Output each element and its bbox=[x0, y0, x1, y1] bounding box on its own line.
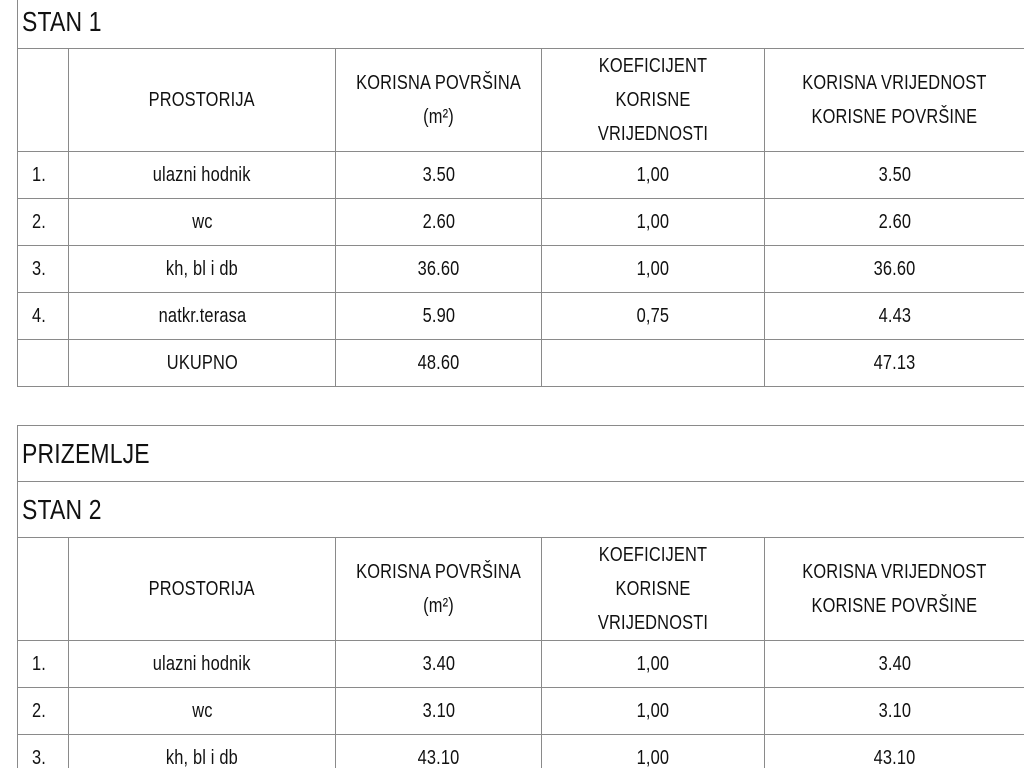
section-title-cell bbox=[18, 0, 1024, 49]
area-value: 3.40 bbox=[422, 652, 455, 675]
useful-value: 43.10 bbox=[873, 746, 916, 768]
useful-value: 3.50 bbox=[878, 163, 911, 186]
header-cell-area bbox=[336, 49, 542, 152]
area-cell bbox=[336, 293, 542, 340]
header-cell-number bbox=[18, 538, 69, 641]
row-number: 2. bbox=[32, 699, 47, 722]
area-value: 2.60 bbox=[422, 210, 455, 233]
header-cell-value bbox=[765, 538, 1024, 641]
section-title-cell bbox=[18, 482, 1024, 538]
stan-1-table bbox=[17, 0, 1024, 387]
value-cell bbox=[765, 199, 1024, 246]
header-room: PROSTORIJA bbox=[148, 89, 256, 111]
total-row bbox=[18, 340, 1024, 387]
room-name: kh, bl i db bbox=[165, 746, 239, 768]
room-name: ulazni hodnik bbox=[153, 163, 251, 186]
header-area: KORISNA POVRŠINA (m²) bbox=[356, 72, 521, 128]
area-cell bbox=[336, 688, 542, 735]
value-cell bbox=[765, 641, 1024, 688]
stan-2-table bbox=[17, 425, 1024, 768]
coefficient-cell bbox=[542, 641, 765, 688]
header-cell-coefficient bbox=[542, 538, 765, 641]
area-cell bbox=[336, 735, 542, 768]
row-number-cell bbox=[18, 199, 69, 246]
header-room: PROSTORIJA bbox=[148, 578, 256, 600]
area-value: 3.50 bbox=[422, 163, 455, 186]
header-cell-number bbox=[18, 49, 69, 152]
total-area: 48.60 bbox=[417, 351, 460, 374]
row-number-cell bbox=[18, 735, 69, 768]
floor-title-row bbox=[18, 426, 1024, 482]
area-value: 43.10 bbox=[417, 746, 460, 768]
value-cell bbox=[765, 735, 1024, 768]
area-cell bbox=[336, 199, 542, 246]
room-name: wc bbox=[191, 210, 213, 233]
header-cell-area bbox=[336, 538, 542, 641]
coefficient-cell bbox=[542, 152, 765, 199]
value-cell bbox=[765, 246, 1024, 293]
coefficient-value: 0,75 bbox=[636, 304, 670, 327]
total-label: UKUPNO bbox=[166, 351, 238, 374]
table-row bbox=[18, 293, 1024, 340]
floor-title: PRIZEMLJE bbox=[22, 437, 150, 469]
total-label-cell bbox=[69, 340, 336, 387]
area-value: 36.60 bbox=[417, 257, 460, 280]
coefficient-value: 1,00 bbox=[636, 746, 670, 768]
area-cell bbox=[336, 246, 542, 293]
room-cell bbox=[69, 688, 336, 735]
coefficient-cell bbox=[542, 688, 765, 735]
section-title-row bbox=[18, 0, 1024, 49]
table-row bbox=[18, 246, 1024, 293]
room-name: ulazni hodnik bbox=[153, 652, 251, 675]
room-cell bbox=[69, 293, 336, 340]
table-row bbox=[18, 199, 1024, 246]
coefficient-value: 1,00 bbox=[636, 652, 670, 675]
row-number-cell bbox=[18, 293, 69, 340]
useful-value: 3.10 bbox=[878, 699, 911, 722]
coefficient-value: 1,00 bbox=[636, 210, 670, 233]
total-area-cell bbox=[336, 340, 542, 387]
room-cell bbox=[69, 246, 336, 293]
coefficient-cell bbox=[542, 293, 765, 340]
useful-value: 36.60 bbox=[873, 257, 916, 280]
row-number: 3. bbox=[32, 746, 47, 768]
table-row bbox=[18, 641, 1024, 688]
header-area: KORISNA POVRŠINA (m²) bbox=[356, 561, 521, 617]
useful-value: 3.40 bbox=[878, 652, 911, 675]
header-value: KORISNA VRIJEDNOST KORISNE POVRŠINE bbox=[802, 72, 987, 128]
floor-title-cell bbox=[18, 426, 1024, 482]
area-value: 5.90 bbox=[422, 304, 455, 327]
value-cell bbox=[765, 293, 1024, 340]
total-value-cell bbox=[765, 340, 1024, 387]
header-row bbox=[18, 538, 1024, 641]
header-row bbox=[18, 49, 1024, 152]
value-cell bbox=[765, 152, 1024, 199]
room-cell bbox=[69, 735, 336, 768]
room-cell bbox=[69, 152, 336, 199]
coefficient-cell bbox=[542, 735, 765, 768]
table-row bbox=[18, 735, 1024, 768]
row-number-cell bbox=[18, 340, 69, 387]
section-title-row bbox=[18, 482, 1024, 538]
coefficient-cell bbox=[542, 199, 765, 246]
coefficient-cell bbox=[542, 340, 765, 387]
room-cell bbox=[69, 199, 336, 246]
row-number: 1. bbox=[32, 652, 47, 675]
header-cell-room bbox=[69, 538, 336, 641]
header-cell-room bbox=[69, 49, 336, 152]
area-value: 3.10 bbox=[422, 699, 455, 722]
table-row bbox=[18, 152, 1024, 199]
room-name: wc bbox=[191, 699, 213, 722]
coefficient-cell bbox=[542, 246, 765, 293]
row-number-cell bbox=[18, 246, 69, 293]
row-number-cell bbox=[18, 641, 69, 688]
useful-value: 4.43 bbox=[878, 304, 911, 327]
row-number-cell bbox=[18, 688, 69, 735]
room-name: natkr.terasa bbox=[158, 304, 246, 327]
section-title: STAN 1 bbox=[22, 5, 102, 37]
header-coefficient: KOEFICIJENT KORISNE VRIJEDNOSTI bbox=[597, 544, 709, 634]
area-cell bbox=[336, 152, 542, 199]
room-cell bbox=[69, 641, 336, 688]
row-number: 2. bbox=[32, 210, 47, 233]
coefficient-value: 1,00 bbox=[636, 699, 670, 722]
header-value: KORISNA VRIJEDNOST KORISNE POVRŠINE bbox=[802, 561, 987, 617]
header-cell-coefficient bbox=[542, 49, 765, 152]
row-number: 3. bbox=[32, 257, 47, 280]
area-cell bbox=[336, 641, 542, 688]
coefficient-value: 1,00 bbox=[636, 257, 670, 280]
value-cell bbox=[765, 688, 1024, 735]
room-name: kh, bl i db bbox=[165, 257, 239, 280]
header-cell-value bbox=[765, 49, 1024, 152]
row-number: 4. bbox=[32, 304, 47, 327]
section-title: STAN 2 bbox=[22, 493, 102, 525]
row-number: 1. bbox=[32, 163, 47, 186]
total-value: 47.13 bbox=[873, 351, 916, 374]
useful-value: 2.60 bbox=[878, 210, 911, 233]
header-coefficient: KOEFICIJENT KORISNE VRIJEDNOSTI bbox=[597, 55, 709, 145]
table-row bbox=[18, 688, 1024, 735]
coefficient-value: 1,00 bbox=[636, 163, 670, 186]
row-number-cell bbox=[18, 152, 69, 199]
